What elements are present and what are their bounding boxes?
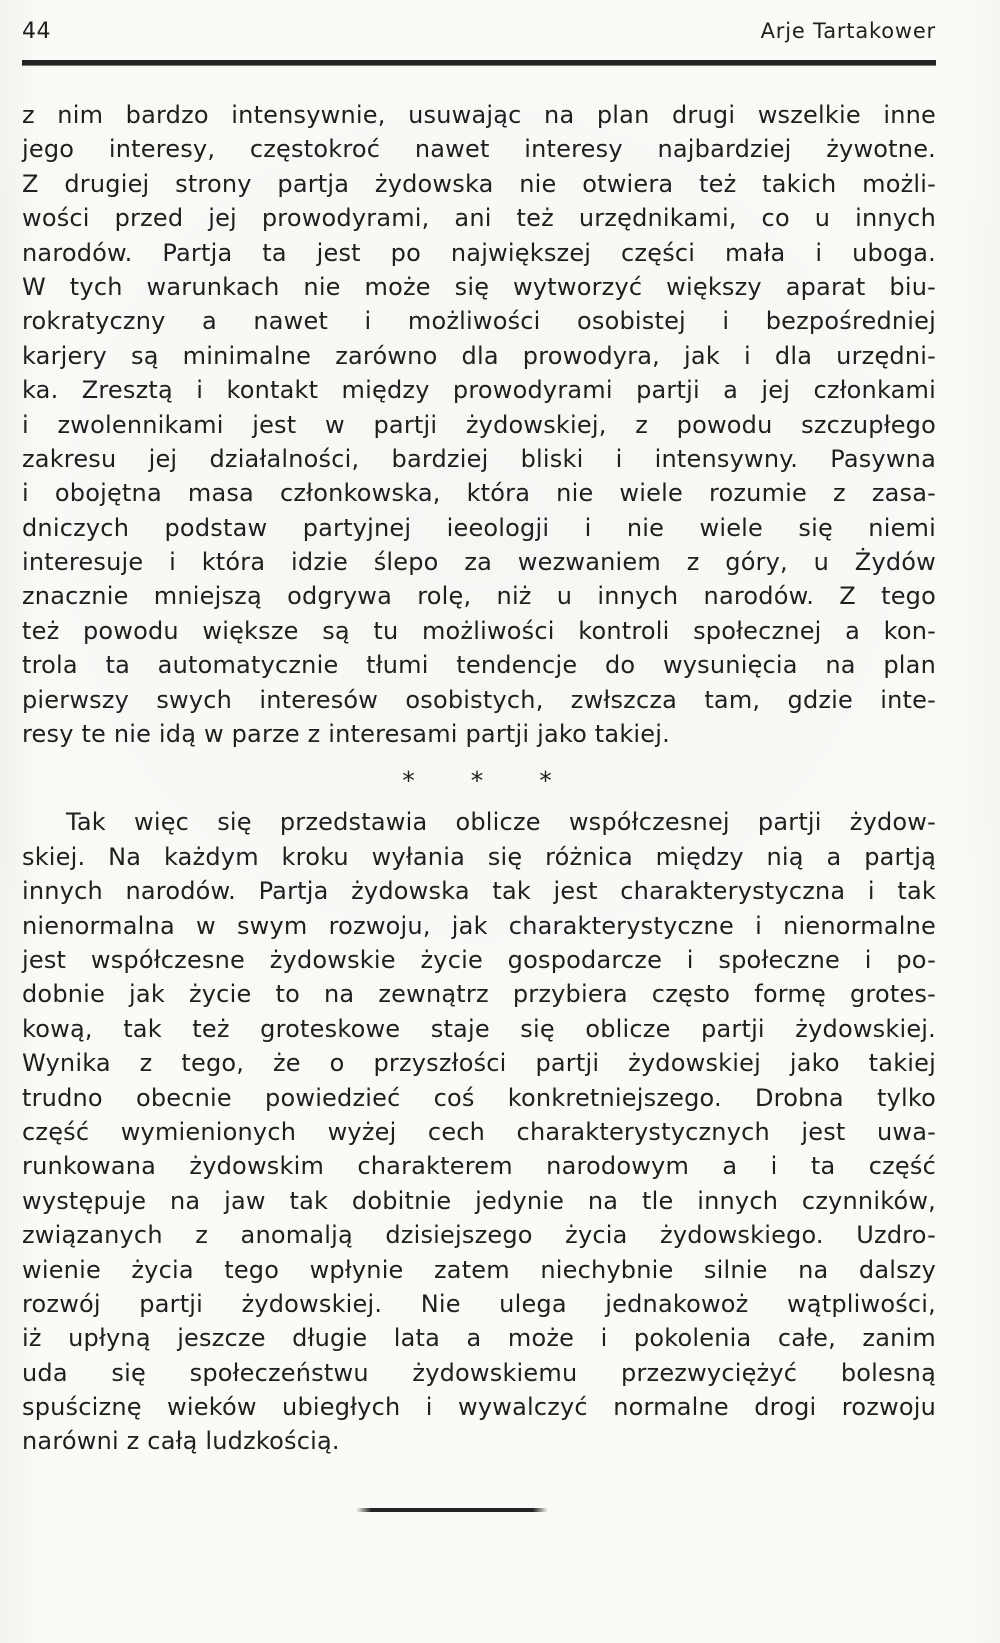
paragraph-line: iż upłyną jeszcze długie lata a może i pokolenia całe, zanim — [22, 1324, 936, 1353]
paragraph-line: spuściznę wieków ubiegłych i wywalczyć normalne drogi rozwoju — [22, 1393, 936, 1422]
paragraph-line: Tak więc się przedstawia oblicze współczesnej partji żydow- — [66, 808, 936, 837]
paragraph-line: resy te nie idą w parze z interesami partji jako takiej. — [22, 720, 670, 749]
paragraph-line: jest współczesne żydowskie życie gospodarcze i społeczne i po- — [22, 945, 936, 974]
header-rule — [22, 60, 936, 66]
paragraph-line: rokratyczny a nawet i możliwości osobistej i bezpośredniej — [22, 307, 936, 336]
paragraph-line: też powodu większe są tu możliwości kontroli społecznej a kon- — [22, 616, 936, 645]
running-header — [22, 18, 936, 45]
paragraph-line: karjery są minimalne zarówno dla prowodyra, jak i dla urzędni- — [22, 341, 936, 370]
running-author: Arje Tartakower — [760, 19, 936, 43]
paragraph-line: ka. Zresztą i kontakt między prowodyrami partji a jej członkami — [22, 376, 936, 405]
paragraph-line: kową, tak też groteskowe staje się oblicze partji żydowskiej. — [22, 1014, 936, 1043]
paragraph-2 — [22, 805, 936, 1458]
page-number: 44 — [22, 19, 51, 44]
paragraph-line: część wymienionych wyżej cech charakterystycznych jest uwa- — [22, 1117, 936, 1146]
paragraph-line: występuje na jaw tak dobitnie jedynie na tle innych czynników, — [22, 1186, 936, 1215]
paragraph-line: związanych z anomalją dzisiejszego życia żydowskiego. Uzdro- — [22, 1221, 936, 1250]
closing-rule — [356, 1508, 548, 1512]
paragraph-line: trudno obecnie powiedzieć coś konkretniejszego. Drobna tylko — [22, 1083, 936, 1112]
paragraph-line: zakresu jej działalności, bardziej bliski i intensywny. Pasywna — [22, 444, 936, 473]
paragraph-line: skiej. Na każdym kroku wyłania się różnica między nią a partją — [22, 842, 936, 871]
paragraph-line: narodów. Partja ta jest po największej części mała i uboga. — [22, 238, 936, 267]
paragraph-line: trola ta automatycznie tłumi tendencje do wysunięcia na plan — [22, 651, 936, 680]
paragraph-line: wości przed jej prowodyrami, ani też urzędnikami, co u innych — [22, 204, 936, 233]
paragraph-line: nienormalna w swym rozwoju, jak charakterystyczne i nienormalne — [22, 911, 936, 940]
paragraph-line: uda się społeczeństwu żydowskiemu przezwyciężyć bolesną — [22, 1358, 936, 1387]
paragraph-line: W tych warunkach nie może się wytworzyć większy aparat biu- — [22, 272, 936, 301]
page-body — [22, 98, 936, 1459]
section-break-ornament: * * * — [402, 766, 576, 796]
paragraph-line: interesuje i która idzie ślepo za wezwaniem z góry, u Żydów — [22, 548, 936, 577]
paragraph-line: znacznie mniejszą odgrywa rolę, niż u innych narodów. Z tego — [22, 582, 936, 611]
paragraph-1 — [22, 98, 936, 751]
paragraph-line: i zwolennikami jest w partji żydowskiej, z powodu szczupłego — [22, 410, 936, 439]
paragraph-line: z nim bardzo intensywnie, usuwając na plan drugi wszelkie inne — [22, 101, 936, 129]
paragraph-line: narówni z całą ludzkością. — [22, 1427, 340, 1456]
paragraph-line: wienie życia tego wpłynie zatem niechybnie silnie na dalszy — [22, 1255, 936, 1284]
paragraph-line: rozwój partji żydowskiej. Nie ulega jednakowoż wątpliwości, — [22, 1289, 936, 1318]
paragraph-line: Z drugiej strony partja żydowska nie otwiera też takich możli- — [22, 169, 936, 198]
paragraph-line: dniczych podstaw partyjnej ieeologji i nie wiele się niemi — [22, 513, 936, 542]
paragraph-line: dobnie jak życie to na zewnątrz przybiera często formę grotes- — [22, 980, 936, 1009]
paragraph-line: runkowana żydowskim charakterem narodowym a i ta część — [22, 1152, 936, 1181]
paragraph-line: jego interesy, częstokroć nawet interesy najbardziej żywotne. — [22, 135, 936, 164]
paragraph-line: innych narodów. Partja żydowska tak jest charakterystyczna i tak — [22, 877, 936, 906]
paragraph-line: Wynika z tego, że o przyszłości partji żydowskiej jako takiej — [22, 1049, 936, 1078]
paragraph-line: pierwszy swych interesów osobistych, zwłszcza tam, gdzie inte- — [22, 685, 936, 714]
paragraph-line: i obojętna masa członkowska, która nie wiele rozumie z zasa- — [22, 479, 936, 508]
